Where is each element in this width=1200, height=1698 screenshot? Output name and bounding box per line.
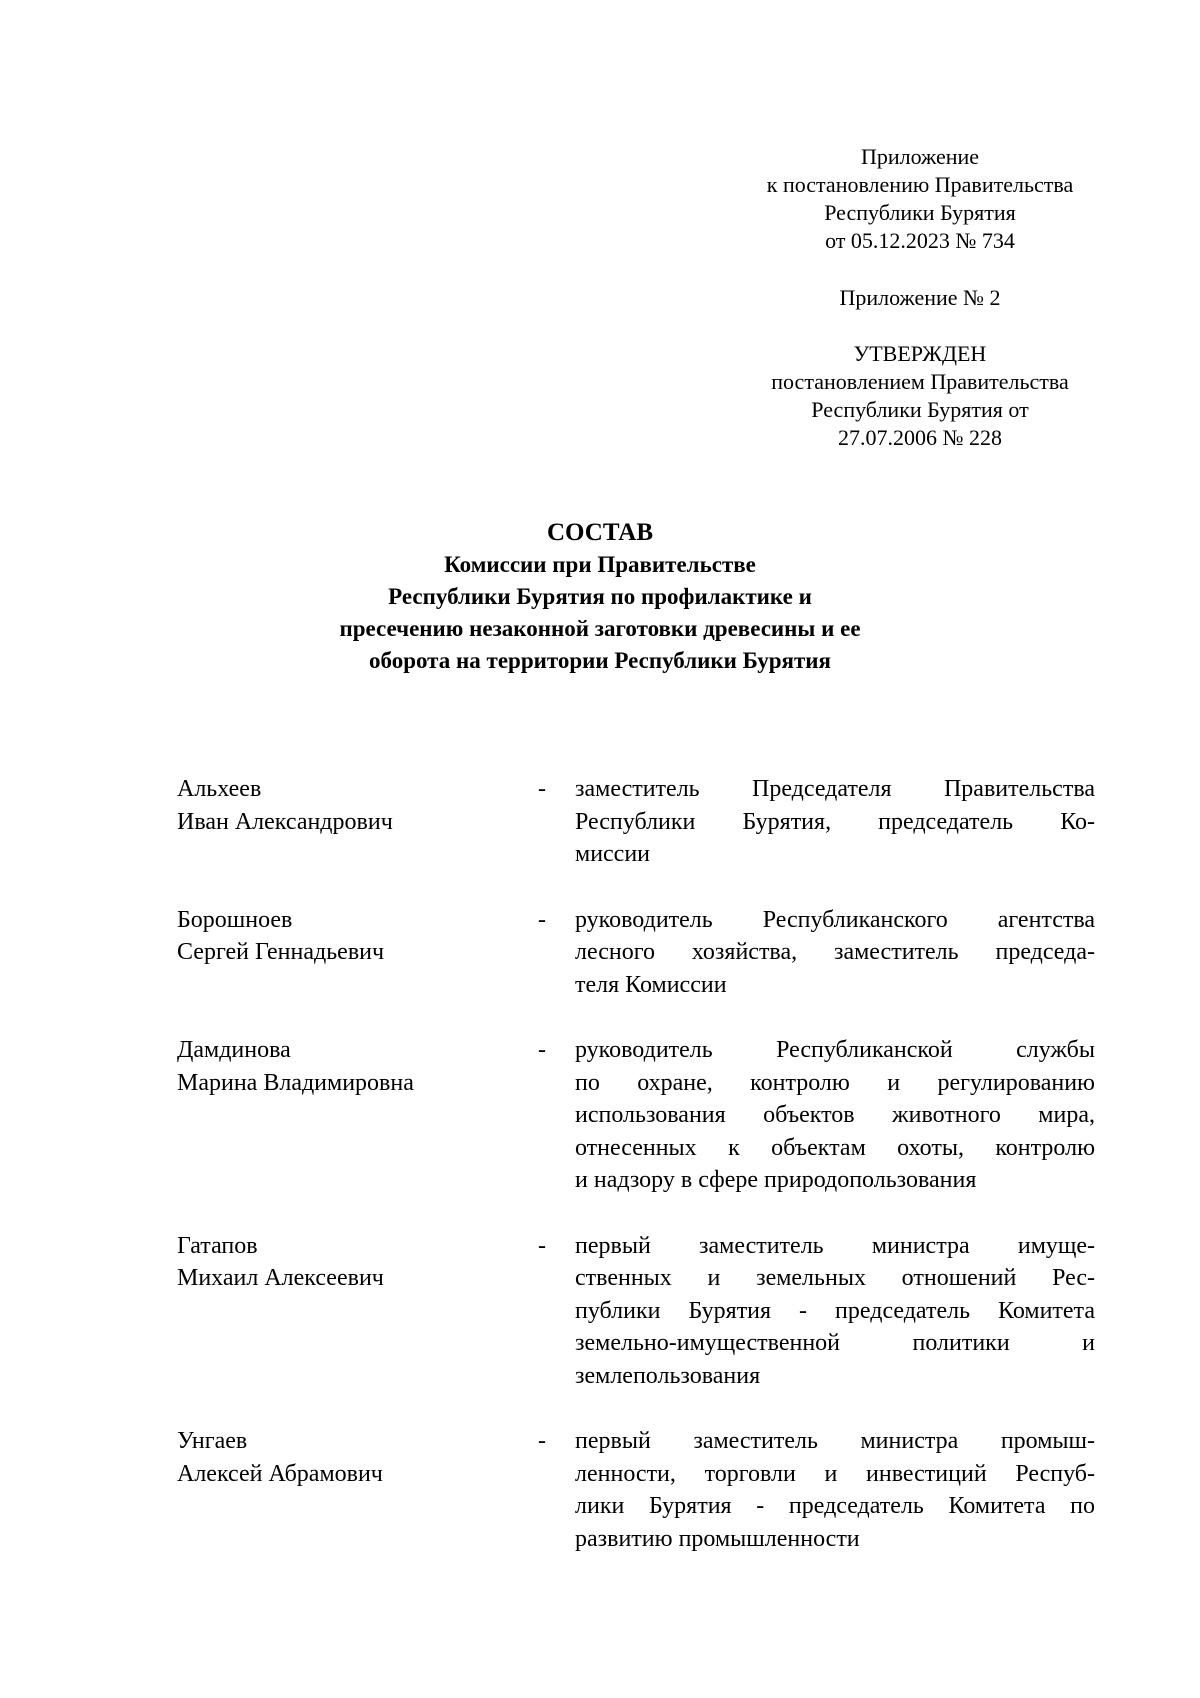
- member-surname: Альхеев: [177, 776, 262, 802]
- member-entry: [177, 1425, 1100, 1555]
- member-role: [575, 773, 1095, 871]
- member-role-line: заместитель Председателя Правительства: [575, 776, 1095, 802]
- member-role-line: ственных и земельных отношений Рес-: [575, 1265, 1095, 1291]
- title-main: СОСТАВ: [546, 519, 654, 546]
- member-given-names: Алексей Абрамович: [177, 1460, 383, 1487]
- member-dash: -: [538, 906, 546, 933]
- member-name: [177, 1034, 517, 1099]
- member-role-line: землепользования: [575, 1362, 761, 1389]
- member-role-line: развитию промышленности: [575, 1525, 860, 1552]
- member-role-line: руководитель Республиканской службы: [575, 1037, 1095, 1063]
- member-entry: [177, 904, 1100, 1002]
- member-role-line: первый заместитель министра промыш-: [575, 1428, 1095, 1454]
- member-entry: [177, 773, 1100, 871]
- member-surname: Борошноев: [177, 906, 293, 933]
- approved-line-3: Республики Бурятия от: [811, 397, 1029, 422]
- member-dash: -: [538, 1232, 546, 1259]
- member-given-names: Сергей Геннадьевич: [177, 939, 385, 965]
- members-list: [177, 773, 1100, 1588]
- member-name: [177, 904, 517, 969]
- member-role-line: и надзору в сфере природопользования: [575, 1167, 977, 1193]
- member-role-line: Республики Бурятия, председатель Ко-: [575, 808, 1095, 835]
- title-line-4: оборота на территории Республики Бурятия: [369, 648, 831, 673]
- appendix-header: [700, 143, 1140, 255]
- member-given-names: Иван Александрович: [177, 808, 393, 835]
- member-role-line: земельно-имущественной политики и: [575, 1330, 1095, 1356]
- member-name: [177, 1425, 517, 1490]
- member-dash: -: [538, 1428, 546, 1454]
- member-role-line: лесного хозяйства, заместитель председа-: [575, 939, 1095, 965]
- member-given-names: Михаил Алексеевич: [177, 1265, 384, 1291]
- member-dash: -: [538, 1037, 546, 1063]
- member-role: [575, 1425, 1095, 1555]
- member-surname: Дамдинова: [177, 1037, 291, 1063]
- member-role-line: лики Бурятия - председатель Комитета по: [575, 1493, 1095, 1519]
- member-role: [575, 1230, 1095, 1393]
- member-role-line: отнесенных к объектам охоты, контролю: [575, 1134, 1095, 1161]
- title-line-2: Республики Бурятия по профилактике и: [388, 584, 812, 609]
- member-role-line: использования объектов животного мира,: [575, 1102, 1095, 1128]
- member-role-line: публики Бурятия - председатель Комитета: [575, 1297, 1095, 1324]
- title-line-1: Комиссии при Правительстве: [444, 552, 756, 577]
- member-given-names: Марина Владимировна: [177, 1069, 414, 1096]
- appendix-number: [700, 284, 1140, 312]
- member-role: [575, 904, 1095, 1002]
- member-dash: -: [538, 776, 546, 802]
- member-name: [177, 1230, 517, 1295]
- member-surname: Гатапов: [177, 1232, 258, 1259]
- member-surname: Унгаев: [177, 1428, 248, 1454]
- appendix-line-1: Приложение: [860, 144, 980, 169]
- approval-stamp: [700, 340, 1140, 452]
- member-role-line: миссии: [575, 841, 651, 867]
- appendix-line-3: Республики Бурятия: [824, 200, 1016, 225]
- approved-line-4: 27.07.2006 № 228: [838, 425, 1002, 450]
- title-line-3: пресечению незаконной заготовки древесины и ее: [339, 616, 861, 641]
- approved-line-1: УТВЕРЖДЕН: [853, 341, 987, 366]
- appendix-line-2: к постановлению Правительства: [766, 172, 1074, 197]
- member-role-line: по охране, контролю и регулированию: [575, 1069, 1095, 1096]
- member-role-line: ленности, торговли и инвестиций Респуб-: [575, 1460, 1095, 1487]
- appendix-line-4: от 05.12.2023 № 734: [825, 228, 1015, 253]
- member-entry: [177, 1034, 1100, 1197]
- approved-line-2: постановлением Правительства: [771, 369, 1069, 394]
- document-title: [200, 517, 1000, 677]
- appendix2-line-1: Приложение № 2: [839, 285, 1001, 310]
- member-entry: [177, 1230, 1100, 1393]
- member-name: [177, 773, 517, 838]
- member-role-line: теля Комиссии: [575, 971, 727, 998]
- member-role-line: руководитель Республиканского агентства: [575, 906, 1095, 933]
- member-role: [575, 1034, 1095, 1197]
- member-role-line: первый заместитель министра имуще-: [575, 1232, 1095, 1259]
